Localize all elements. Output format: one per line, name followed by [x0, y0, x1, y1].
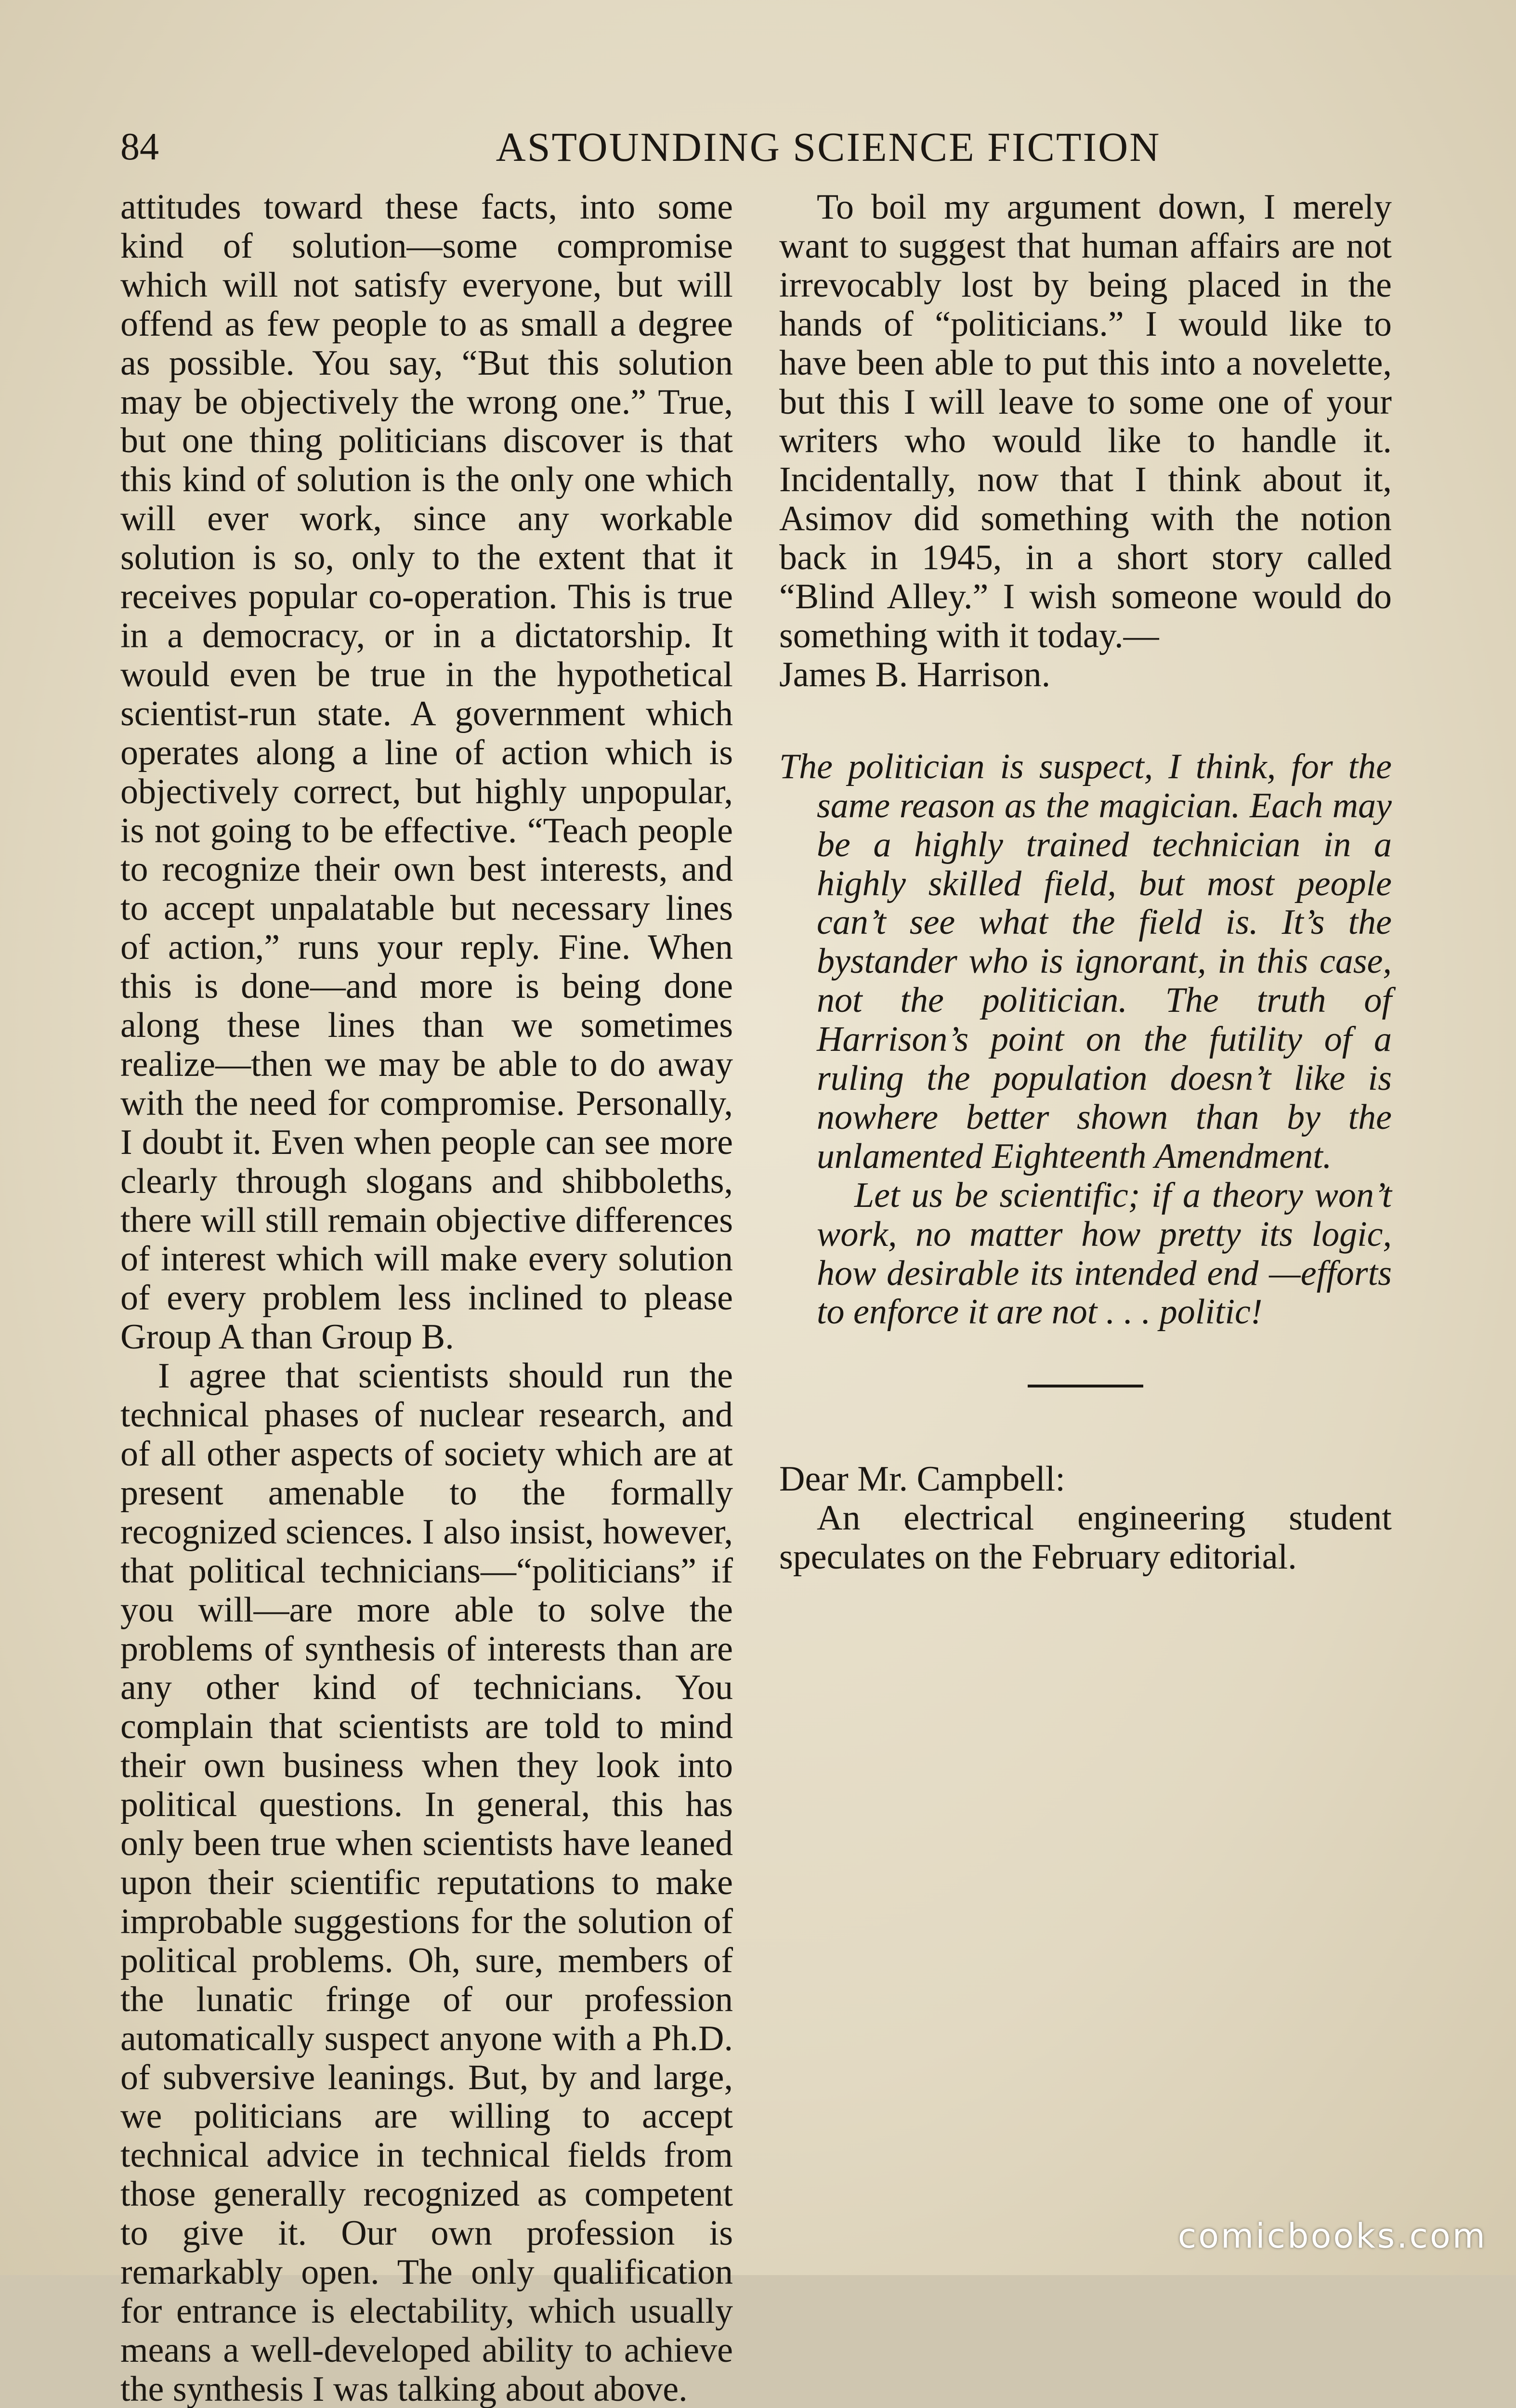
letter-paragraph-1: attitudes toward these facts, into some kind of solution—some compromise which will not satisfy everyone, but will offend as few people to as small a degree as possible. You say, “But this solution may be objectively the wrong one.” True, but one thing politicians discover is that this kind of solution is the only one which will ever work, since any workable solution is so, only to the extent that it receives popular co-operation. This is true in a democracy, or in a dictatorship. It would even be true in the hypothetical scientist-run state. A government which operates along a line of action which is objectively correct, but highly unpopular, is not going to be effective. “Teach people to recognize their own best interests, and to accept unpalatable but necessary lines of action,” runs your reply. Fine. When this is done—and more is being done along these lines than we sometimes realize—then we may be able to do away with the need for compromise. Personally, I doubt it. Even when people can see more clearly through slogans and shibboleths, there will still remain objective differences of interest which will make every solution of every problem less inclined to please Group A than Group B.: [120, 187, 733, 1357]
next-letter-salutation: Dear Mr. Campbell:: [779, 1459, 1065, 1499]
page-header: [120, 120, 1392, 188]
watermark: comicbooks.com: [1177, 2216, 1487, 2256]
next-letter-opening: An electrical engineering student speculates on the February editorial.: [779, 1498, 1392, 1577]
left-column: [120, 188, 733, 2408]
editor-paragraph-1: The politician is suspect, I think, for the same reason as the magician. Each may be a highly trained technician in a highly skilled field, but most people can’t see what the field is. It’s the bystander who is ignorant, in this case, not the politician. The truth of Harrison’s point on the futility of a ruling the population doesn’t like is nowhere better shown than by the unlamented Eighteenth Amendment.: [779, 746, 1392, 1176]
running-title: ASTOUNDING SCIENCE FICTION: [496, 124, 1161, 170]
right-column: [779, 188, 1392, 1577]
page-number: 84: [120, 126, 159, 168]
editor-paragraph-2: Let us be scientific; if a theory won’t work, no matter how pretty its logic, how desirable its intended end —efforts to enforce it are not . . . politic!: [817, 1175, 1392, 1332]
letter-paragraph-2: I agree that scientists should run the technical phases of nuclear research, and of all other aspects of society which are at present amenable to the formally recognized sciences. I also insist, however, that political technicians—“politicians” if you will—are more able to solve the problems of synthesis of interests than are any other kind of technicians. You complain that scientists are told to mind their own business when they look into political questions. In general, this has only been true when scientists have leaned upon their scientific reputations to make improbable suggestions for the solution of political problems. Oh, sure, members of the lunatic fringe of our profession automatically suspect anyone with a Ph.D. of subversive leanings. But, by and large, we politicians are willing to accept technical advice in technical fields from those generally recognized as competent to give it. Our own profession is remarkably open. The only qualification for entrance is electability, which usually means a well-developed ability to achieve the synthesis I was talking about above.: [120, 1356, 733, 2408]
editor-response: [779, 747, 1392, 1332]
section-divider: [1028, 1385, 1143, 1387]
letter-signature: James B. Harrison.: [779, 654, 1051, 694]
letter-paragraph-3: To boil my argument down, I merely want to suggest that human affairs are not irrevocably lost by being placed in the hands of “politicians.” I would like to have been able to put this into a novelette, but this I will leave to some one of your writers who would like to handle it. Incidentally, now that I think about it, Asimov did something with the notion back in 1945, in a short story called “Blind Alley.” I wish someone would do something with it today.—: [779, 187, 1392, 655]
